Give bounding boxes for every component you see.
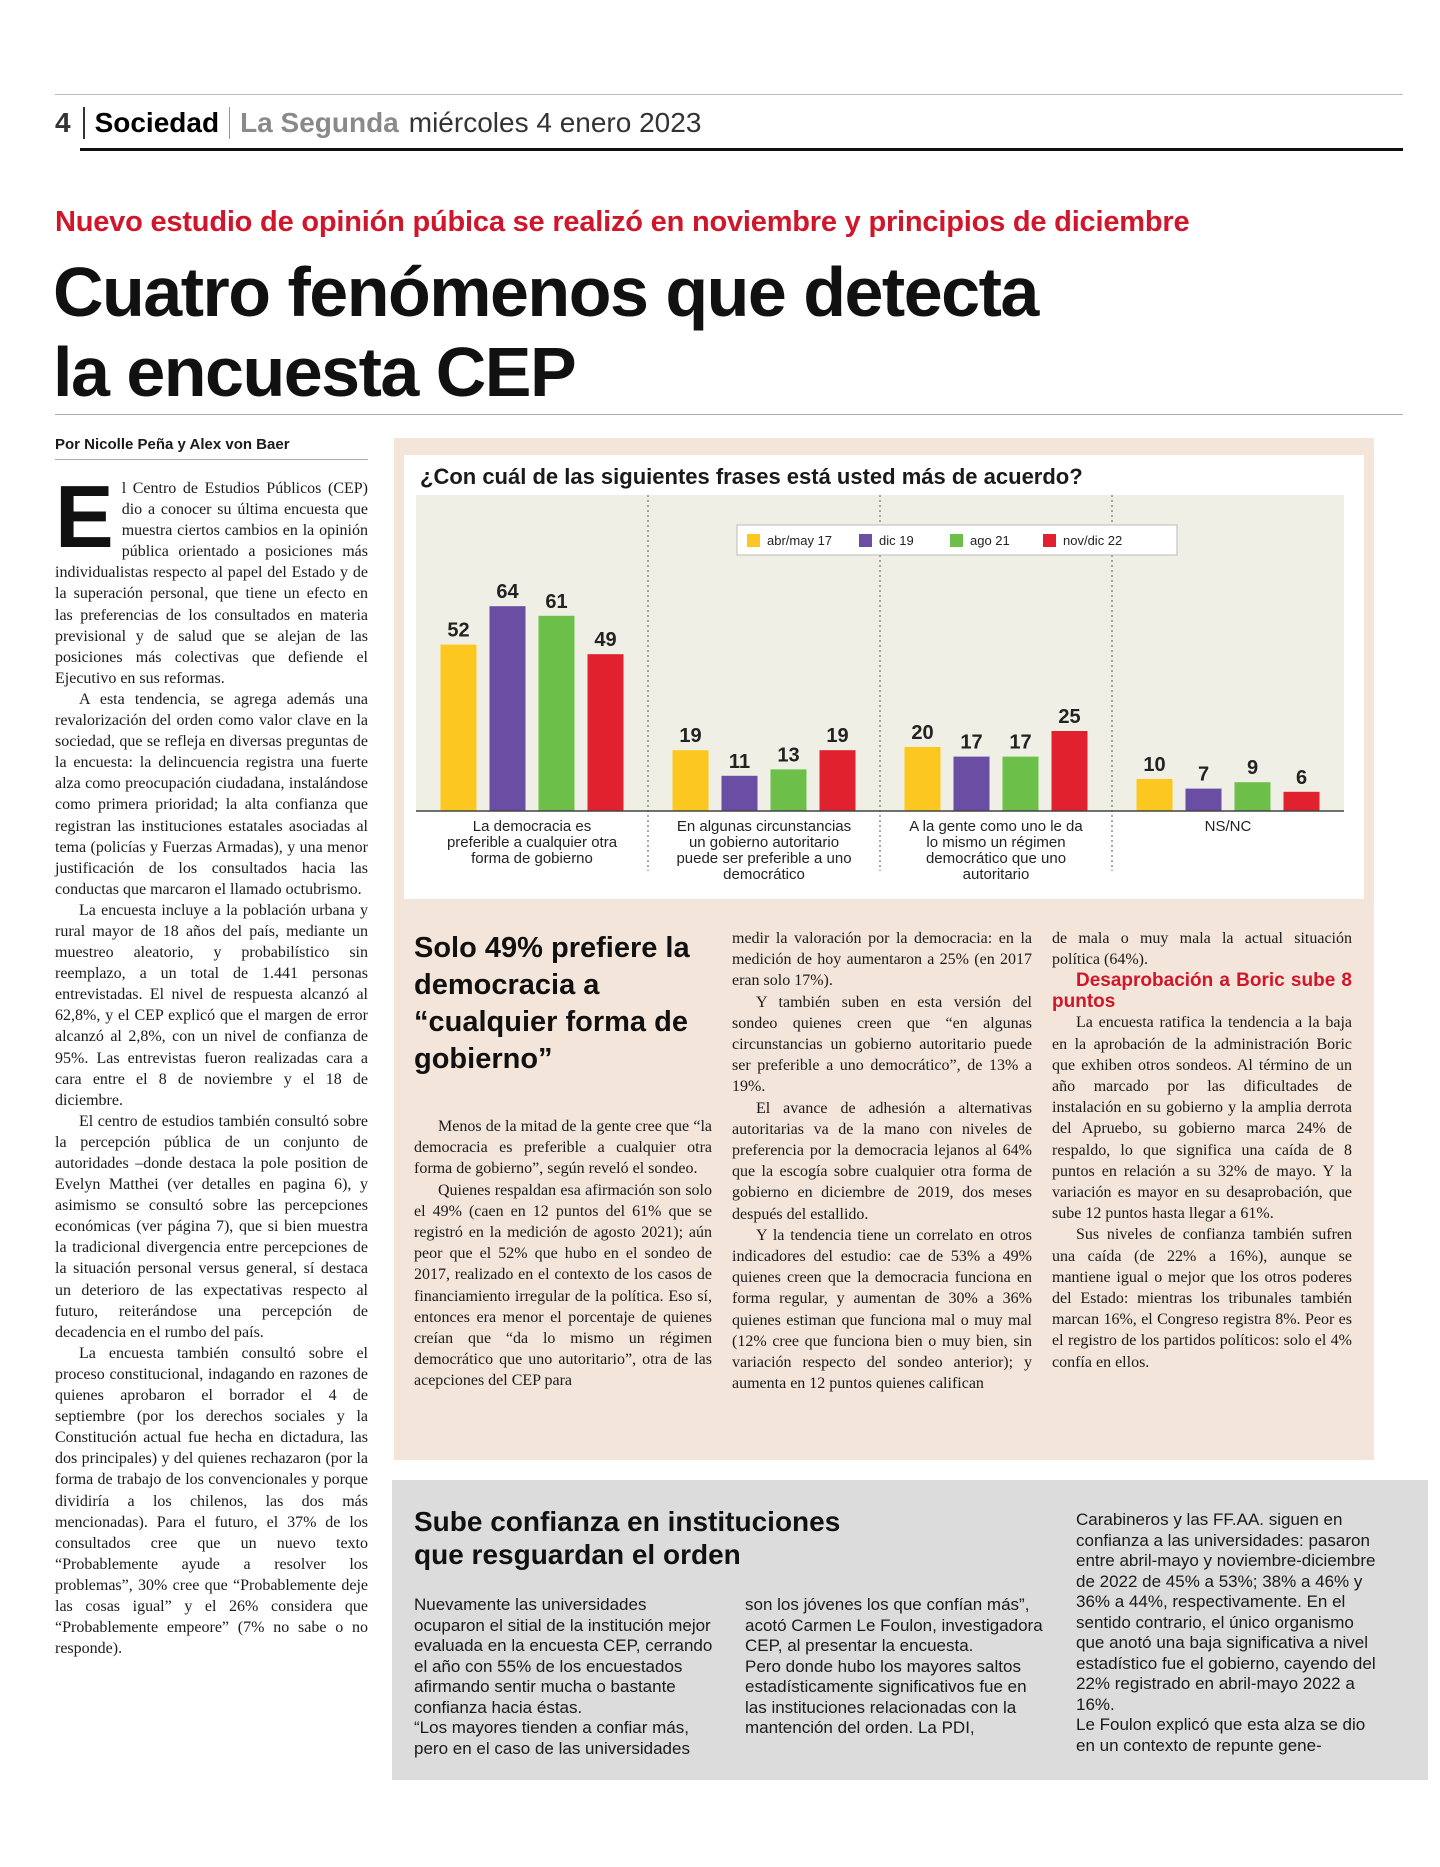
data-label: 6 — [1295, 766, 1308, 789]
page-number: 4 — [55, 107, 85, 139]
bar — [1003, 757, 1039, 811]
kicker: Nuevo estudio de opinión púbica se realizó en noviembre y principios de diciembre — [55, 206, 1190, 238]
category-label: lo mismo un régimen — [926, 834, 1066, 851]
bar — [954, 757, 990, 811]
category-label: democrático — [723, 866, 805, 883]
data-label: 17 — [960, 731, 983, 754]
category-label: NS/NC — [1204, 818, 1252, 835]
paragraph: La encuesta también consultó sobre el proceso constitucional, indagando en razones de quienes aprobaron el borrador el 4 de septiembre (por los derechos sociales y la Constitución actual fue hecha en dictadura, las dos principales) y del quienes rechazaron (por la forma de trabajo de los convencionales y porque dividiría a los chilenos, las dos más mencionadas). Para el futuro, el 37% de los consultados cree que un nuevo texto “Probablemente ayude a resolver los problemas”, 30% cree que “Probablemente deje las cosas igual” y el 26% considera que “Probablemente empeore” (7% no sabe o no responde). — [55, 1344, 368, 1658]
legend-swatch — [950, 534, 963, 547]
data-label: 20 — [911, 722, 934, 744]
bar — [771, 769, 807, 811]
paragraph: A esta tendencia, se agrega además una revalorización del orden como valor clave en la sociedad, que se refleja en diversas preguntas de la encuesta: la delincuencia registra una fuerte alza como preocupación ciudadana, instalándose como primera prioridad; la alta confianza que registran las instituciones estatales asociadas al tema (policías y Fuerzas Armadas), y una menor justificación de los consultados hacia las conductas que marcaron el llamado octubrismo. — [55, 690, 368, 898]
data-label: 19 — [826, 725, 849, 748]
bar — [588, 654, 624, 811]
headline-rule — [55, 414, 1403, 415]
bar — [441, 645, 477, 811]
headline-line-2: la encuesta CEP — [53, 333, 576, 411]
bar — [1235, 782, 1271, 811]
data-label: 11 — [728, 750, 751, 773]
data-label: 19 — [679, 725, 702, 748]
category-label: un gobierno autoritario — [688, 834, 840, 851]
drop-cap: E — [55, 467, 114, 566]
bar — [1284, 792, 1320, 811]
category-label: A la gente como uno le da — [909, 818, 1083, 835]
data-label: 52 — [447, 619, 470, 642]
democracy-subhead: Solo 49% prefiere la democracia a “cualquier forma de gobierno” — [414, 932, 690, 1075]
data-label: 64 — [496, 581, 519, 604]
paragraph: La encuesta incluye a la población urbana y rural mayor de 18 años del país, mediante un muestreo aleatorio, y probabilístico sin reemplazo, a un total de 1.441 personas entrevistadas. El nivel de respuesta alcanzó al 62,8%, y el CEP explicó que el margen de error alcanzó al 2,8%, con un nivel de confianza de 95%. Las entrevistas fueron realizadas cara a cara entre el 8 de noviembre y el 18 de diciembre. — [55, 901, 368, 1109]
data-label: 17 — [1009, 731, 1032, 754]
paragraph: Nuevamente las universidades ocuparon el sitial de la institución mejor evaluada en la encuesta CEP, cerrando el año con 55% de los encuestados afirmando sentir mucha o bastante confianza hacia éstas. — [414, 1595, 713, 1717]
bar — [1137, 779, 1173, 811]
data-label: 49 — [594, 629, 617, 652]
paragraph: El avance de adhesión a alternativas autoritarias va de la mano con niveles de preferencia por la democracia lejanos al 64% que la escogía sobre cualquier otra forma de gobierno en diciembre de 2019, dos meses después del estallido. — [732, 1099, 1032, 1223]
category-label: La democracia es — [472, 818, 592, 835]
byline-rule — [55, 459, 368, 460]
data-label: 10 — [1143, 754, 1166, 776]
legend-swatch — [1043, 534, 1056, 547]
paragraph: Menos de la mitad de la gente cree que “la democracia es preferible a cualquier otra forma de gobierno”, según reveló el sondeo. — [414, 1118, 712, 1178]
paragraph: Quienes respaldan esa afirmación son solo el 49% (caen en 12 puntos del 61% que se registró en la medición de agosto 2021); aún peor que el 52% que hubo en el sondeo de 2017, realizado en el contexto de los casos de financiamiento irregular de la política. Eso sí, entonces era menor el porcentaje de quienes creían que “da lo mismo un régimen democrático que uno autoritario”, otra de las acepciones del CEP para — [414, 1181, 712, 1390]
bar — [490, 606, 526, 811]
paragraph-text: l Centro de Estudios Públicos (CEP) dio a conocer su última encuesta que muestra ciertos cambios en la opinión pública orientado a posiciones más individualistas respecto al papel del Estado y de la superación personal, que tiene un efecto en las preferencias de los consultados en materia previsional y de salud que se alejan de las posiciones más colectivas que defiende el Ejecutivo en sus reformas. — [55, 480, 368, 687]
paragraph — [55, 467, 368, 689]
category-label: puede ser preferible a uno — [676, 850, 852, 867]
bar-chart — [404, 455, 1364, 899]
legend-label: nov/dic 22 — [1063, 533, 1123, 548]
institutions-column-1 — [414, 1595, 714, 1759]
headline-line-1: Cuatro fenómenos que detecta — [53, 253, 1038, 331]
paragraph: “Los mayores tienden a confiar más, pero en el caso de las universidades — [414, 1718, 690, 1758]
institutions-column-2 — [745, 1595, 1045, 1739]
chart-title: ¿Con cuál de las siguientes frases está usted más de acuerdo? — [420, 464, 1083, 489]
category-label: autoritario — [962, 866, 1030, 883]
paragraph: de mala o muy mala la actual situación política (64%). — [1052, 930, 1352, 969]
paragraph: Y también suben en esta versión del sondeo quienes creen que “en algunas circunstancias un gobierno autoritario puede ser preferible a uno democrático”, de 13% a 19%. — [732, 993, 1032, 1096]
democracy-column-3 — [1052, 928, 1352, 1373]
issue-date: miércoles 4 enero 2023 — [408, 107, 702, 138]
legend-label: abr/may 17 — [767, 533, 833, 548]
paragraph: Y la tendencia tiene un correlato en otros indicadores del estudio: cae de 53% a 49% quienes creen que la democracia funciona en forma regular, y aumentan de 30% a 36% quienes estiman que funciona mal o muy mal (12% cree que funciona bien o muy bien, sin variación respecto del sondeo anterior); y aumenta en 12 puntos quienes califican — [732, 1226, 1032, 1393]
paragraph: La encuesta ratifica la tendencia a la baja en la aprobación de la administración Boric que exhiben otros sondeos. Al término de un año marcado por las dificultades de instalación en su gobierno y la amplia derrota del Apruebo, su gobierno marca 24% de respaldo, lo que significa una caída de 8 puntos en relación a su 32% de mayo. Y la variación es mayor en su desaprobación, que sube 12 puntos hasta llegar a 61%. — [1052, 1014, 1352, 1223]
category-label: En algunas circunstancias — [676, 818, 852, 835]
bar — [539, 616, 575, 811]
byline: Por Nicolle Peña y Alex von Baer — [55, 436, 290, 453]
category-label: preferible a cualquier otra — [446, 834, 618, 851]
category-label: democrático que uno — [925, 850, 1067, 867]
boric-subhead: Desaprobación a Boric sube 8 puntos — [1052, 970, 1352, 1013]
bar — [1052, 731, 1088, 811]
paragraph: Le Foulon explicó que esta alza se dio en un contexto de repunte gene- — [1076, 1715, 1366, 1755]
masthead-rule — [80, 148, 1403, 151]
paragraph: Carabineros y las FF.AA. siguen en confianza a las universidades: pasaron entre abril-mayo y noviembre-diciembre de 2022 de 45% a 53%; 38% a 46% y 36% a 44%, respectivamente. En el sentido contrario, el único organismo que anotó una baja significativa a nivel estadístico fue el gobierno, cayendo del 22% registrado en abril-mayo 2022 a 16%. — [1076, 1510, 1376, 1714]
masthead — [55, 100, 701, 146]
top-rule — [55, 94, 1403, 95]
bar — [722, 776, 758, 811]
democracy-column-2 — [732, 928, 1032, 1394]
paragraph: medir la valoración por la democracia: en la medición de hoy aumentaron a 25% (en 2017 eran solo 17%). — [732, 930, 1032, 990]
bar — [820, 750, 856, 811]
legend-swatch — [859, 534, 872, 547]
data-label: 9 — [1246, 757, 1259, 780]
legend-label: dic 19 — [879, 533, 914, 548]
main-article-column — [55, 467, 368, 1659]
bar — [1186, 789, 1222, 811]
data-label: 13 — [777, 744, 800, 767]
data-label: 7 — [1197, 763, 1210, 786]
legend-swatch — [747, 534, 760, 547]
headline — [53, 252, 1353, 412]
democracy-column-1 — [414, 1116, 712, 1392]
paragraph: El centro de estudios también consultó sobre la percepción pública de un conjunto de autoridades –donde destaca la pole position de Evelyn Matthei (ver detalles en pagina 6), y asimismo se consultó sobre las percepciones económicas (ver página 7), que si bien muestra la tradicional divergencia entre percepciones de la situación personal versus general, sí destaca un deterioro de las expectativas respecto al futuro, reiterándose una percepción de decadencia en el rumbo del país. — [55, 1112, 368, 1341]
data-label: 61 — [545, 590, 568, 613]
paragraph: Pero donde hubo los mayores saltos estadísticamente significativos fue en las instituciones relacionadas con la mantención del orden. La PDI, — [745, 1656, 1027, 1737]
institutions-subhead: Sube confianza en instituciones que resguardan el orden — [414, 1506, 841, 1570]
paragraph: son los jóvenes los que confían más”, acotó Carmen Le Foulon, investigadora CEP, al presentar la encuesta. — [745, 1595, 1043, 1655]
paragraph: Sus niveles de confianza también sufren una caída (de 22% a 16%), aunque se mantiene igual o mejor que los otros poderes del Estado: mientras los tribunales también marcan 16%, el Congreso registra 8%. Peor es el registro de los partidos políticos: solo el 4% confía en ellos. — [1052, 1226, 1352, 1371]
institutions-column-3 — [1076, 1510, 1376, 1756]
legend-label: ago 21 — [970, 533, 1010, 548]
bar — [673, 750, 709, 811]
section-name: Sociedad — [85, 107, 230, 139]
data-label: 25 — [1058, 706, 1081, 728]
bar — [905, 747, 941, 811]
category-label: forma de gobierno — [471, 850, 593, 867]
newspaper-name: La Segunda — [240, 107, 399, 138]
